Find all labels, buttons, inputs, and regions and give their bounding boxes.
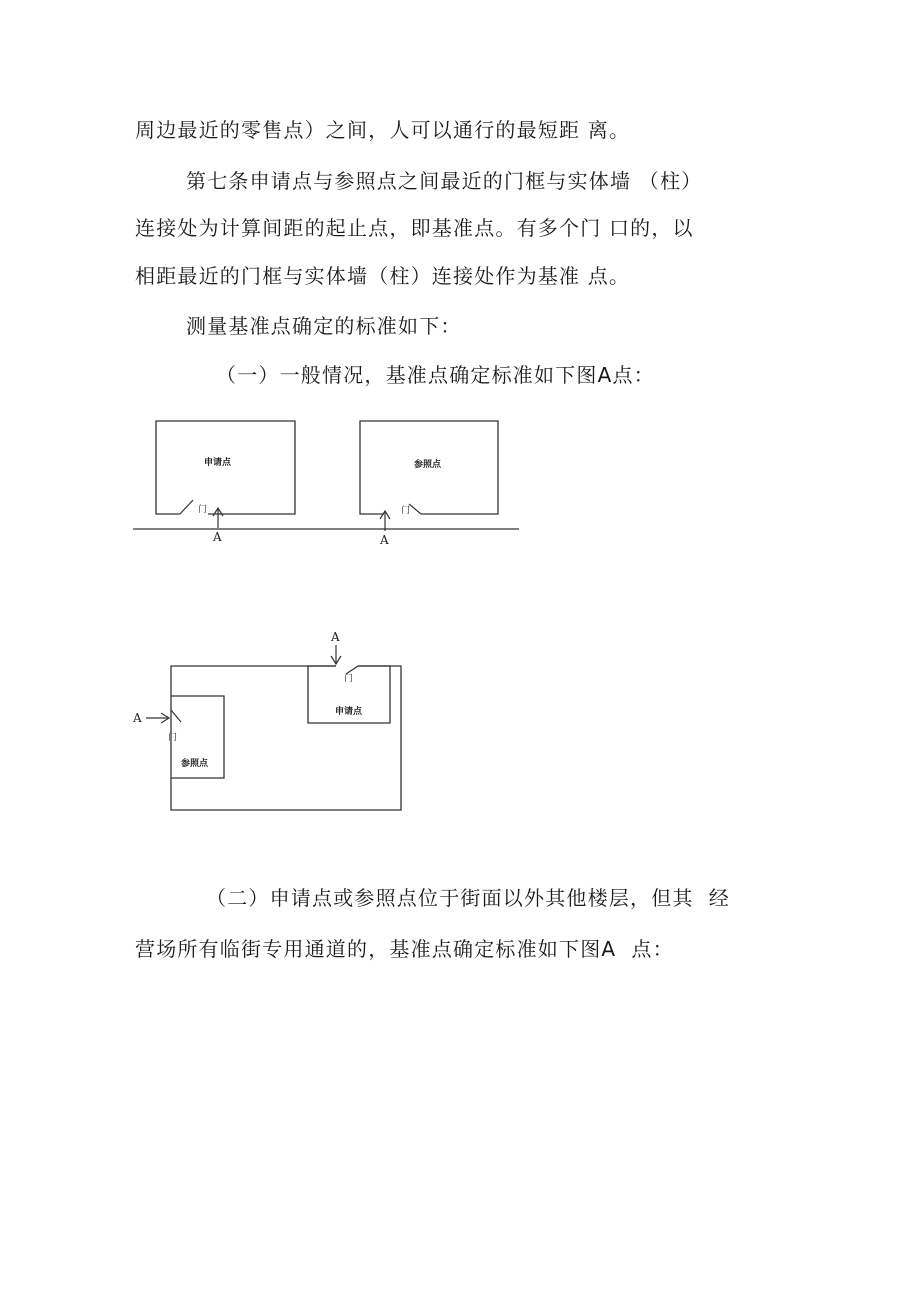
paragraph-line-7: （二）申请点或参照点位于街面以外其他楼层，但其 经	[206, 886, 730, 910]
reference-room-label: 参照点	[181, 759, 209, 769]
outer-building-wall-top	[171, 666, 336, 710]
reference-point-a: A	[380, 533, 389, 547]
reference-room-door-label: 门	[168, 733, 178, 743]
outer-building-wall	[171, 666, 401, 810]
paragraph-line-3: 连接处为计算间距的起止点，即基准点。有多个门 口的，以	[135, 216, 694, 240]
applicant-point-a: A	[213, 530, 222, 544]
paragraph-line-6: （一）一般情况，基准点确定标准如下图A点：	[216, 363, 655, 387]
applicant-room-label: 申请点	[335, 707, 363, 717]
paragraph-line-1: 周边最近的零售点）之间，人可以通行的最短距 离。	[135, 118, 631, 142]
reference-door-label: 门	[401, 506, 411, 516]
reference-building-label: 参照点	[414, 460, 442, 470]
top-point-a: A	[331, 630, 340, 644]
paragraph-line-5: 测量基准点确定的标准如下：	[186, 314, 462, 338]
applicant-door-label: 门	[198, 505, 208, 515]
left-point-a: A	[133, 711, 142, 725]
reference-room-door-leaf	[171, 710, 181, 722]
applicant-room-door-leaf	[346, 666, 358, 674]
paragraph-line-8: 营场所有临街专用通道的，基准点确定标准如下图A 点：	[135, 937, 674, 961]
applicant-building-label: 申请点	[204, 458, 232, 468]
paragraph-line-2: 第七条申请点与参照点之间最近的门框与实体墙 （柱）	[186, 169, 703, 193]
applicant-room-door-label: 门	[344, 674, 354, 684]
paragraph-line-4: 相距最近的门框与实体墙（柱）连接处作为基准 点。	[135, 264, 631, 288]
